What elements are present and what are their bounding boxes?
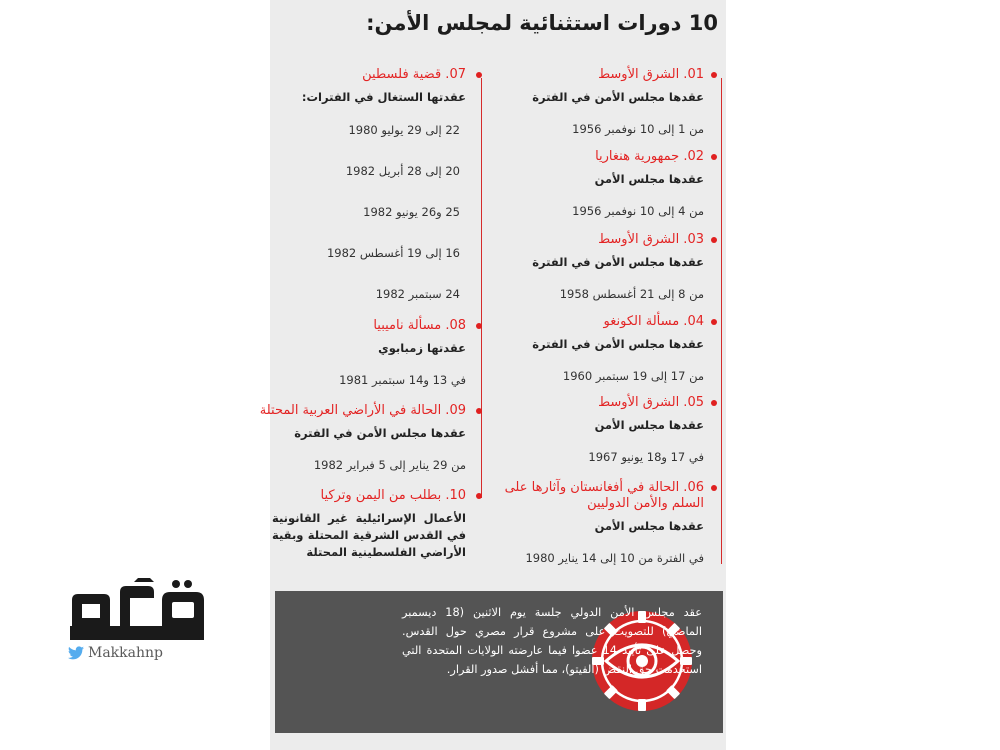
session-date: من 29 يناير إلى 5 فبراير 1982 xyxy=(313,458,466,472)
session-date: في 13 و14 سبتمبر 1981 xyxy=(339,373,466,387)
session-host: عقدها مجلس الأمن في الفترة xyxy=(294,426,466,440)
session-host: عقدها مجلس الأمن xyxy=(594,418,704,432)
session-host: عقدها مجلس الأمن xyxy=(594,172,704,186)
session-entry-06 xyxy=(500,480,704,566)
twitter-bird-icon xyxy=(68,646,84,660)
timeline-dot xyxy=(476,493,482,499)
session-07-dates xyxy=(280,122,460,327)
session-date: في 17 و18 يونيو 1967 xyxy=(588,450,704,464)
timeline-line-left xyxy=(481,78,482,498)
session-entry-07 xyxy=(280,67,466,105)
session-heading: 06. الحالة في أفغانستان وآثارها على السلم والأمن الدوليين xyxy=(504,480,704,511)
session-heading: 02. جمهورية هنغاريا xyxy=(595,149,704,164)
session-heading: 01. الشرق الأوسط xyxy=(598,67,704,82)
session-entry-02 xyxy=(500,149,704,219)
logo-wordmark-text xyxy=(212,578,213,579)
summary-text: عقد مجلس الأمن الدولي جلسة يوم الاثنين (18 ديسمبر الماضي) للتصويت على مشروع قرار مصري حول القدس. وحصل على تأييد 14 عضوا فيما عارضته الولايات المتحدة التي استخدمت حق النقض (الفيتو)، مما أفشل صدور القرار. xyxy=(402,606,702,676)
session-host: عقدتها الستغال في الفترات: xyxy=(301,90,466,104)
session-date: من 8 إلى 21 أغسطس 1958 xyxy=(559,287,704,301)
session-host: عقدها مجلس الأمن في الفترة xyxy=(532,255,704,269)
timeline-dot xyxy=(476,72,482,78)
handle-text: Makkahnp xyxy=(88,645,163,661)
timeline-dot xyxy=(711,72,717,78)
session-heading: 03. الشرق الأوسط xyxy=(598,232,704,247)
timeline-dot xyxy=(711,237,717,243)
session-description: الأعمال الإسرائيلية غير القانونية في القدس الشرقية المحتلة وبقية الأراضي الفلسطينية المحتلة xyxy=(272,511,466,559)
session-date: 25 و26 يونيو 1982 xyxy=(363,205,460,219)
session-date: من 17 إلى 19 سبتمبر 1960 xyxy=(562,369,704,383)
session-entry-10 xyxy=(272,488,466,561)
session-date: 22 إلى 29 يوليو 1980 xyxy=(348,123,460,137)
session-host: عقدها مجلس الأمن xyxy=(594,519,704,533)
session-date: 24 سبتمبر 1982 xyxy=(375,287,460,301)
session-heading: 09. الحالة في الأراضي العربية المحتلة xyxy=(259,403,466,418)
social-handle xyxy=(68,643,218,663)
timeline-dot xyxy=(476,323,482,329)
session-heading: 04. مسألة الكونغو xyxy=(603,314,704,329)
session-entry-03 xyxy=(500,232,704,302)
timeline-dot xyxy=(711,319,717,325)
session-date: في الفترة من 10 إلى 14 يناير 1980 xyxy=(525,551,704,565)
session-entry-09 xyxy=(259,403,466,473)
timeline-dot xyxy=(476,408,482,414)
timeline-line-right xyxy=(721,78,722,564)
session-host: عقدتها زمبابوي xyxy=(378,341,466,355)
session-date: من 4 إلى 10 نوفمبر 1956 xyxy=(572,204,704,218)
session-date: 20 إلى 28 أبريل 1982 xyxy=(345,164,460,178)
session-entry-05 xyxy=(500,395,704,465)
session-heading: 10. بطلب من اليمن وتركيا xyxy=(320,488,466,503)
timeline-dot xyxy=(711,400,717,406)
infographic-title: 10 دورات استثنائية لمجلس الأمن: xyxy=(366,11,718,35)
timeline-dot xyxy=(711,154,717,160)
session-heading: 08. مسألة ناميبيا xyxy=(373,318,466,333)
session-date: 16 إلى 19 أغسطس 1982 xyxy=(326,246,460,260)
session-entry-04 xyxy=(500,314,704,384)
session-entry-01 xyxy=(500,67,704,137)
session-entry-08 xyxy=(280,318,466,388)
session-host: عقدها مجلس الأمن في الفترة xyxy=(532,337,704,351)
session-date: من 1 إلى 10 نوفمبر 1956 xyxy=(572,122,704,136)
timeline-dot xyxy=(711,485,717,491)
session-heading: 05. الشرق الأوسط xyxy=(598,395,704,410)
session-host: عقدها مجلس الأمن في الفترة xyxy=(532,90,704,104)
session-heading: 07. قضية فلسطين xyxy=(362,67,466,82)
